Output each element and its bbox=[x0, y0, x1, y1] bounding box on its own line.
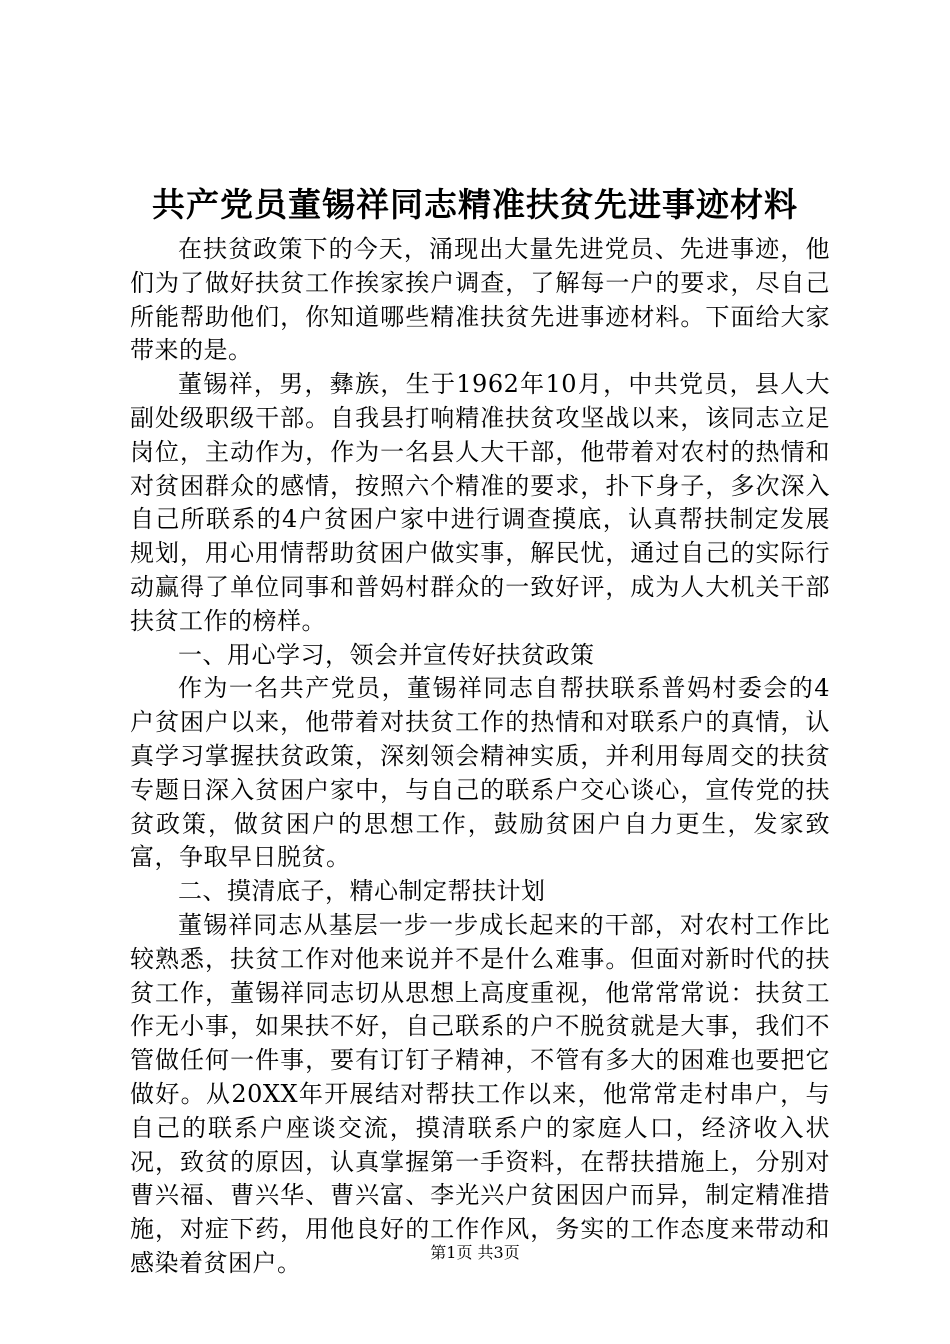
profile-paragraph: 董锡祥，男，彝族，生于1962年10月，中共党员，县人大副处级职级干部。自我县打响精准扶贫攻坚战以来，该同志立足岗位，主动作为，作为一名县人大干部，他带着对农村的热情和对贫困群众的感情，按照六个精准的要求，扑下身子，多次深入自己所联系的4户贫困户家中进行调查摸底，认真帮扶制定发展规划，用心用情帮助贫困户做实事，解民忧，通过自己的实际行动赢得了单位同事和普妈村群众的一致好评，成为人大机关干部扶贫工作的榜样。 bbox=[130, 370, 830, 635]
section-1-paragraph: 作为一名共产党员，董锡祥同志自帮扶联系普妈村委会的4户贫困户以来，他带着对扶贫工作的热情和对联系户的真情，认真学习掌握扶贫政策，深刻领会精神实质，并利用每周交的扶贫专题日深入贫困户家中，与自己的联系户交心谈心，宣传党的扶贫政策，做贫困户的思想工作，鼓励贫困户自力更生，发家致富，争取早日脱贫。 bbox=[130, 674, 830, 872]
section-heading-2: 二、摸清底子，精心制定帮扶计划 bbox=[178, 877, 546, 906]
section-heading-1: 一、用心学习，领会并宣传好扶贫政策 bbox=[178, 640, 595, 669]
page-number-footer: 第1页 共3页 bbox=[430, 1243, 520, 1262]
document-body bbox=[130, 233, 830, 1281]
document-title: 共产党员董锡祥同志精准扶贫先进事迹材料 bbox=[152, 185, 798, 224]
intro-paragraph: 在扶贫政策下的今天，涌现出大量先进党员、先进事迹，他们为了做好扶贫工作挨家挨户调查，了解每一户的要求，尽自己所能帮助他们，你知道哪些精准扶贫先进事迹材料。下面给大家带来的是。 bbox=[130, 235, 830, 365]
section-2-paragraph: 董锡祥同志从基层一步一步成长起来的干部，对农村工作比较熟悉，扶贫工作对他来说并不是什么难事。但面对新时代的扶贫工作，董锡祥同志切从思想上高度重视，他常常常说：扶贫工作无小事，如果扶不好，自己联系的户不脱贫就是大事，我们不管做任何一件事，要有订钉子精神，不管有多大的困难也要把它做好。从20XX年开展结对帮扶工作以来，他常常走村串户，与自己的联系户座谈交流，摸清联系户的家庭人口，经济收入状况，致贫的原因，认真掌握第一手资料，在帮扶措施上，分别对曹兴福、曹兴华、曹兴富、李光兴户贫困因户而异，制定精准措施，对症下药，用他良好的工作作风，务实的工作态度来带动和感染着贫困户。 bbox=[130, 910, 830, 1277]
